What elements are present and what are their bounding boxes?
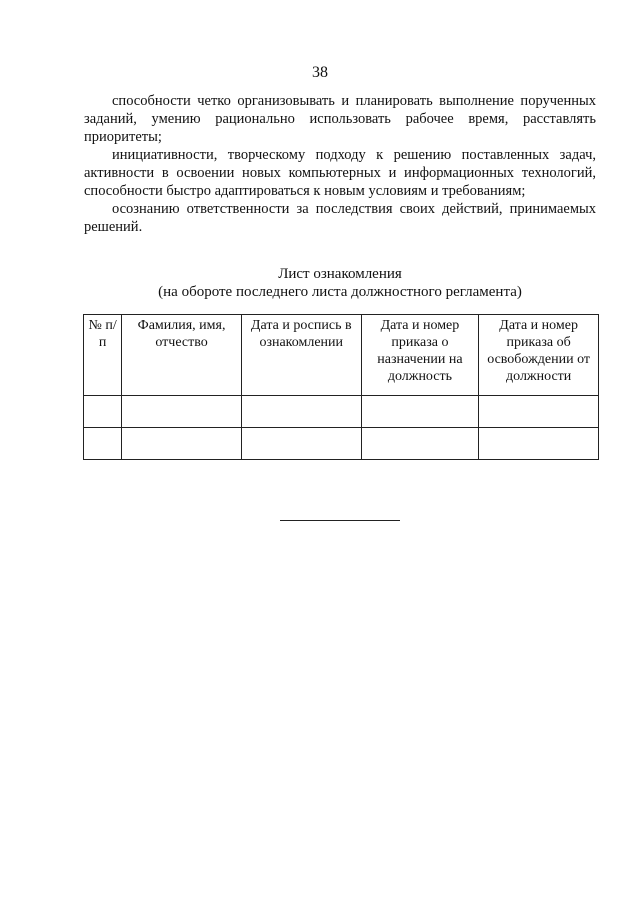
- table-cell: [361, 428, 479, 460]
- table-header-row: [84, 315, 599, 396]
- body-text: [84, 92, 596, 236]
- table-cell: [122, 428, 242, 460]
- table-cell: [479, 396, 599, 428]
- table-cell: [361, 396, 479, 428]
- sheet-subtitle: (на обороте последнего листа должностного регламента): [158, 284, 522, 300]
- paragraph-1: способности четко организовывать и планировать выполнение порученных заданий, умению рационально использовать рабочее время, расставлять приоритеты;: [84, 93, 596, 145]
- header-number: № п/п: [84, 315, 122, 396]
- table-cell: [241, 396, 361, 428]
- table-cell: [84, 428, 122, 460]
- table-row: [84, 428, 599, 460]
- paragraph-2: инициативности, творческому подходу к решению поставленных задач, активности в освоении новых компьютерных и информационных технологий, способности быстро адаптироваться к новым условиям и требованиям;: [84, 147, 596, 199]
- table-cell: [479, 428, 599, 460]
- table-cell: [241, 428, 361, 460]
- sheet-title: Лист ознакомления: [278, 266, 402, 282]
- paragraph-3: осознанию ответственности за последствия своих действий, принимаемых решений.: [84, 201, 596, 235]
- header-date-signature: Дата и роспись в ознакомлении: [241, 315, 361, 396]
- header-release-order: Дата и номер приказа об освобождении от должности: [479, 315, 599, 396]
- table-row: [84, 396, 599, 428]
- end-divider-line: [280, 520, 400, 521]
- acknowledgement-table: [83, 314, 599, 460]
- acknowledgement-sheet-heading: [0, 265, 640, 301]
- table-cell: [122, 396, 242, 428]
- header-appointment-order: Дата и номер приказа о назначении на должность: [361, 315, 479, 396]
- table-cell: [84, 396, 122, 428]
- page-number: 38: [312, 64, 328, 81]
- header-full-name: Фамилия, имя, отчество: [122, 315, 242, 396]
